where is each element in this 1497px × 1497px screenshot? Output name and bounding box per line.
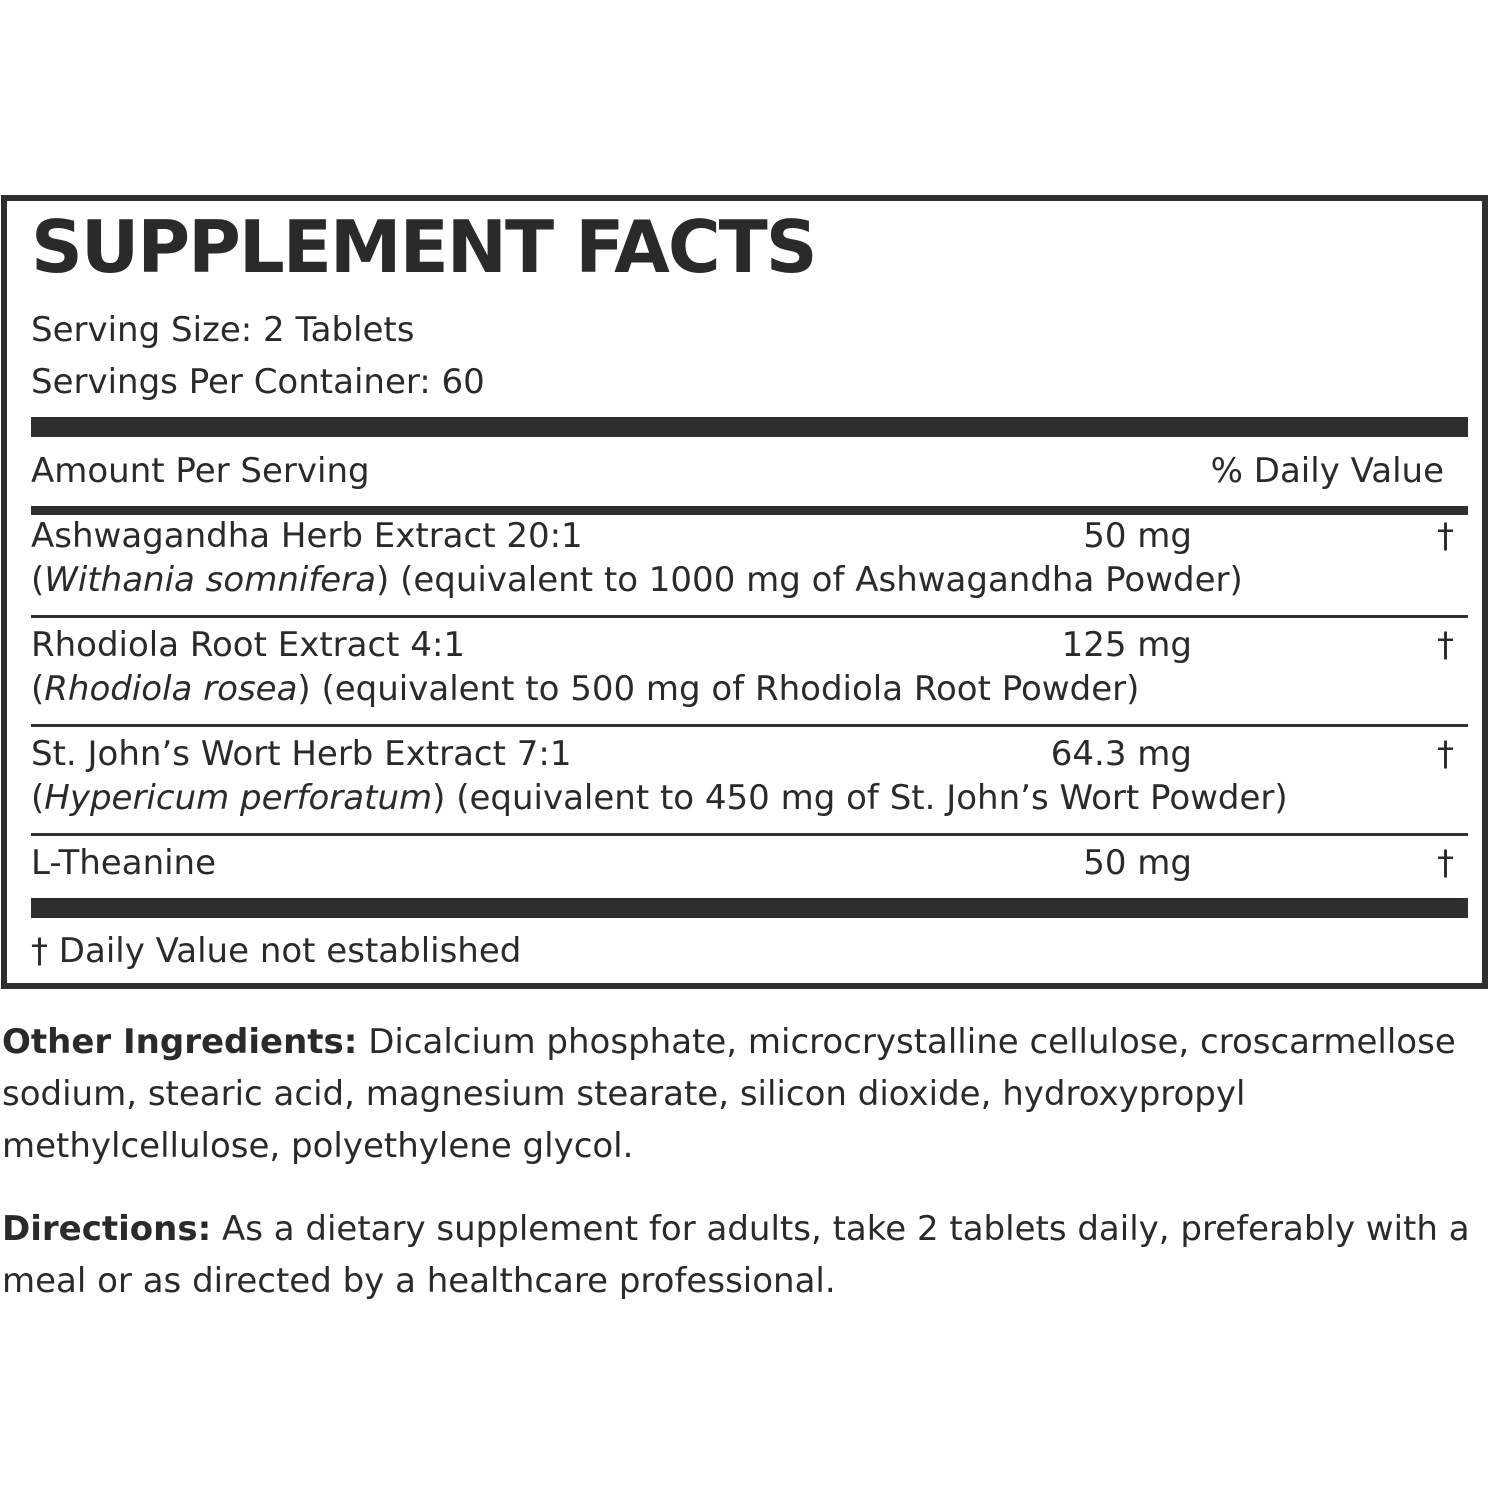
ingredient-name: Rhodiola Root Extract 4:1	[31, 625, 466, 665]
ingredient-amount: 50 mg	[1083, 516, 1192, 556]
row-divider	[31, 724, 1468, 727]
dagger-mark: †	[1437, 843, 1454, 883]
daily-value-footnote: † Daily Value not established	[31, 931, 522, 971]
directions	[2, 1203, 1492, 1307]
ingredient-source: (Withania somnifera) (equivalent to 1000 mg of Ashwagandha Powder)	[31, 560, 1243, 600]
supplement-facts-panel	[1, 195, 1488, 989]
dagger-mark: †	[1437, 516, 1454, 556]
daily-value-header: % Daily Value	[1210, 451, 1444, 491]
panel-title: SUPPLEMENT FACTS	[31, 205, 816, 289]
latin-name: Rhodiola rosea	[44, 669, 298, 709]
thick-divider-bottom	[31, 898, 1468, 918]
amount-per-serving-header: Amount Per Serving	[31, 451, 370, 491]
ingredient-name: St. John’s Wort Herb Extract 7:1	[31, 734, 572, 774]
ingredient-source: (Rhodiola rosea) (equivalent to 500 mg of Rhodiola Root Powder)	[31, 669, 1140, 709]
latin-name: Withania somnifera	[44, 560, 377, 600]
other-ingredients	[2, 1016, 1492, 1172]
ingredient-amount: 50 mg	[1083, 843, 1192, 883]
ingredient-name: Ashwagandha Herb Extract 20:1	[31, 516, 583, 556]
latin-name: Hypericum perforatum	[44, 778, 433, 818]
other-ingredients-label: Other Ingredients:	[2, 1022, 358, 1062]
dagger-mark: †	[1437, 734, 1454, 774]
equivalence-note: (equivalent to 500 mg of Rhodiola Root Powder)	[310, 669, 1140, 709]
directions-text: As a dietary supplement for adults, take 2 tablets daily, preferably with a meal or as directed by a healthcare professional.	[2, 1209, 1470, 1301]
ingredient-amount: 125 mg	[1061, 625, 1192, 665]
ingredient-source: (Hypericum perforatum) (equivalent to 450 mg of St. John’s Wort Powder)	[31, 778, 1288, 818]
serving-size: Serving Size: 2 Tablets	[31, 310, 415, 350]
other-ingredients-text: Dicalcium phosphate, microcrystalline cellulose, croscarmellose sodium, stearic acid, magnesium stearate, silicon dioxide, hydroxypropyl methylcellulose, polyethylene glycol.	[2, 1022, 1456, 1166]
ingredient-amount: 64.3 mg	[1050, 734, 1192, 774]
row-divider	[31, 615, 1468, 618]
dagger-mark: †	[1437, 625, 1454, 665]
ingredient-name: L-Theanine	[31, 843, 217, 883]
thick-divider-top	[31, 417, 1468, 437]
row-divider	[31, 833, 1468, 836]
directions-label: Directions:	[2, 1209, 212, 1249]
servings-per-container: Servings Per Container: 60	[31, 362, 485, 402]
equivalence-note: (equivalent to 1000 mg of Ashwagandha Powder)	[389, 560, 1243, 600]
medium-divider	[31, 506, 1468, 515]
equivalence-note: (equivalent to 450 mg of St. John’s Wort Powder)	[445, 778, 1288, 818]
